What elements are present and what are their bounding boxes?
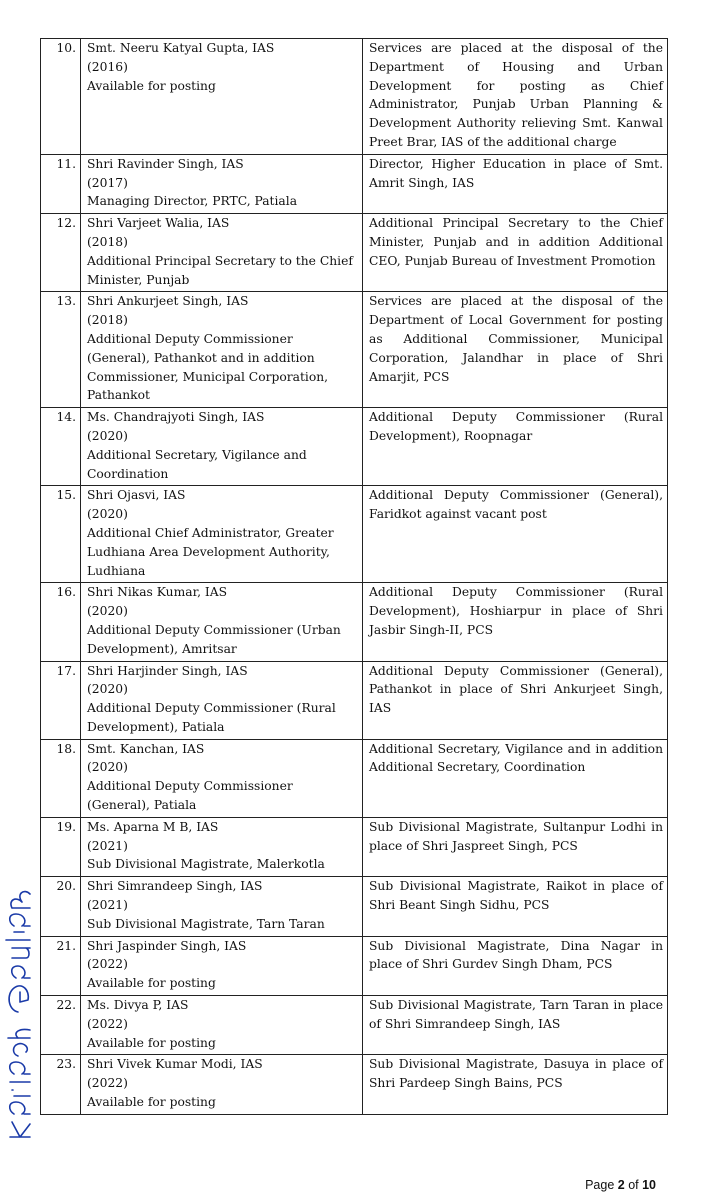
officer-cell	[81, 292, 363, 408]
current-posting: Available for posting	[87, 976, 216, 991]
current-posting: Available for posting	[87, 1035, 216, 1050]
officer-name: Shri Harjinder Singh, IAS	[87, 663, 248, 678]
officer-cell	[81, 583, 363, 661]
table-row	[41, 408, 668, 486]
page-sep: of	[624, 1178, 643, 1192]
table-row	[41, 39, 668, 155]
serial-number: 21.	[41, 936, 81, 995]
officer-cell	[81, 739, 363, 817]
serial-number: 16.	[41, 583, 81, 661]
officer-name: Shri Ojasvi, IAS	[87, 488, 186, 503]
officer-cell	[81, 661, 363, 739]
officer-name: Shri Ravinder Singh, IAS	[87, 156, 244, 171]
officer-batch: (2018)	[87, 234, 128, 249]
new-posting: Additional Secretary, Vigilance and in addition Additional Secretary, Coordination	[363, 739, 668, 817]
handwritten-signature	[0, 852, 40, 1152]
current-posting: Managing Director, PRTC, Patiala	[87, 194, 298, 209]
officer-batch: (2018)	[87, 313, 128, 328]
officer-name: Ms. Chandrajyoti Singh, IAS	[87, 410, 265, 425]
current-posting: Sub Divisional Magistrate, Tarn Taran	[87, 916, 325, 931]
table-row	[41, 583, 668, 661]
table-row	[41, 877, 668, 936]
officer-cell	[81, 877, 363, 936]
table-row	[41, 936, 668, 995]
current-posting: Additional Deputy Commissioner (General), Pathankot and in addition Commissioner, Municipal Corporation, Pathankot	[87, 331, 329, 403]
officer-cell	[81, 214, 363, 292]
serial-number: 12.	[41, 214, 81, 292]
officer-name: Shri Nikas Kumar, IAS	[87, 585, 228, 600]
officer-batch: (2020)	[87, 604, 128, 619]
signature-strokes	[6, 892, 30, 1137]
serial-number: 23.	[41, 1055, 81, 1114]
officer-batch: (2022)	[87, 1016, 128, 1031]
officer-batch: (2017)	[87, 175, 128, 190]
current-posting: Available for posting	[87, 78, 216, 93]
table-row	[41, 1055, 668, 1114]
officer-cell	[81, 486, 363, 583]
new-posting: Additional Deputy Commissioner (General), Pathankot in place of Shri Ankurjeet Singh, IAS	[363, 661, 668, 739]
officer-cell	[81, 408, 363, 486]
current-posting: Sub Divisional Magistrate, Malerkotla	[87, 857, 325, 872]
serial-number: 22.	[41, 996, 81, 1055]
officer-batch: (2020)	[87, 682, 128, 697]
current-posting: Additional Deputy Commissioner (General), Patiala	[87, 779, 293, 813]
serial-number: 11.	[41, 154, 81, 213]
current-posting: Additional Principal Secretary to the Chief Minister, Punjab	[87, 253, 353, 287]
table-row	[41, 154, 668, 213]
officer-cell	[81, 39, 363, 155]
page-number	[585, 1178, 656, 1192]
serial-number: 17.	[41, 661, 81, 739]
transfer-table	[40, 38, 668, 1115]
serial-number: 19.	[41, 817, 81, 876]
table-row	[41, 292, 668, 408]
officer-name: Shri Jaspinder Singh, IAS	[87, 938, 247, 953]
new-posting: Sub Divisional Magistrate, Tarn Taran in place of Shri Simrandeep Singh, IAS	[363, 996, 668, 1055]
officer-batch: (2020)	[87, 507, 128, 522]
table-row	[41, 486, 668, 583]
current-posting: Additional Secretary, Vigilance and Coordination	[87, 447, 307, 481]
current-posting: Additional Chief Administrator, Greater Ludhiana Area Development Authority, Ludhiana	[87, 525, 334, 578]
officer-name: Ms. Aparna M B, IAS	[87, 819, 219, 834]
officer-batch: (2022)	[87, 957, 128, 972]
table-row	[41, 214, 668, 292]
new-posting: Additional Deputy Commissioner (Rural Development), Hoshiarpur in place of Shri Jasbir Singh-II, PCS	[363, 583, 668, 661]
officer-cell	[81, 996, 363, 1055]
current-posting: Available for posting	[87, 1095, 216, 1110]
current-posting: Additional Deputy Commissioner (Urban Development), Amritsar	[87, 622, 341, 656]
serial-number: 13.	[41, 292, 81, 408]
officer-name: Shri Varjeet Walia, IAS	[87, 216, 230, 231]
serial-number: 15.	[41, 486, 81, 583]
officer-name: Shri Vivek Kumar Modi, IAS	[87, 1057, 263, 1072]
table-row	[41, 739, 668, 817]
new-posting: Services are placed at the disposal of the Department of Housing and Urban Development for posting as Chief Administrator, Punjab Urban Planning & Development Authority relieving Smt. Kanwal Preet Brar, IAS of the additional charge	[363, 39, 668, 155]
new-posting: Additional Deputy Commissioner (General), Faridkot against vacant post	[363, 486, 668, 583]
table-row	[41, 817, 668, 876]
officer-batch: (2021)	[87, 898, 128, 913]
table-row	[41, 996, 668, 1055]
page-current: 2	[617, 1178, 625, 1192]
officer-cell	[81, 1055, 363, 1114]
serial-number: 20.	[41, 877, 81, 936]
officer-name: Ms. Divya P, IAS	[87, 998, 189, 1013]
officer-batch: (2021)	[87, 838, 128, 853]
new-posting: Additional Deputy Commissioner (Rural Development), Roopnagar	[363, 408, 668, 486]
new-posting: Sub Divisional Magistrate, Dasuya in place of Shri Pardeep Singh Bains, PCS	[363, 1055, 668, 1114]
serial-number: 18.	[41, 739, 81, 817]
officer-cell	[81, 817, 363, 876]
officer-cell	[81, 154, 363, 213]
officer-batch: (2020)	[87, 760, 128, 775]
serial-number: 14.	[41, 408, 81, 486]
new-posting: Sub Divisional Magistrate, Sultanpur Lodhi in place of Shri Jaspreet Singh, PCS	[363, 817, 668, 876]
new-posting: Director, Higher Education in place of Smt. Amrit Singh, IAS	[363, 154, 668, 213]
new-posting: Services are placed at the disposal of the Department of Local Government for posting as Additional Commissioner, Municipal Corporation, Jalandhar in place of Shri Amarjit, PCS	[363, 292, 668, 408]
officer-batch: (2020)	[87, 428, 128, 443]
officer-name: Shri Simrandeep Singh, IAS	[87, 879, 263, 894]
new-posting: Additional Principal Secretary to the Chief Minister, Punjab and in addition Additional CEO, Punjab Bureau of Investment Promotion	[363, 214, 668, 292]
page-total: 10	[642, 1178, 656, 1192]
new-posting: Sub Divisional Magistrate, Dina Nagar in place of Shri Gurdev Singh Dham, PCS	[363, 936, 668, 995]
officer-name: Smt. Kanchan, IAS	[87, 741, 205, 756]
table-row	[41, 661, 668, 739]
officer-name: Smt. Neeru Katyal Gupta, IAS	[87, 41, 275, 55]
page-label: Page	[585, 1178, 618, 1192]
new-posting: Sub Divisional Magistrate, Raikot in place of Shri Beant Singh Sidhu, PCS	[363, 877, 668, 936]
officer-batch: (2016)	[87, 59, 128, 74]
officer-cell	[81, 936, 363, 995]
officer-batch: (2022)	[87, 1076, 128, 1091]
serial-number: 10.	[41, 39, 81, 155]
current-posting: Additional Deputy Commissioner (Rural Development), Patiala	[87, 701, 336, 734]
officer-name: Shri Ankurjeet Singh, IAS	[87, 294, 249, 309]
